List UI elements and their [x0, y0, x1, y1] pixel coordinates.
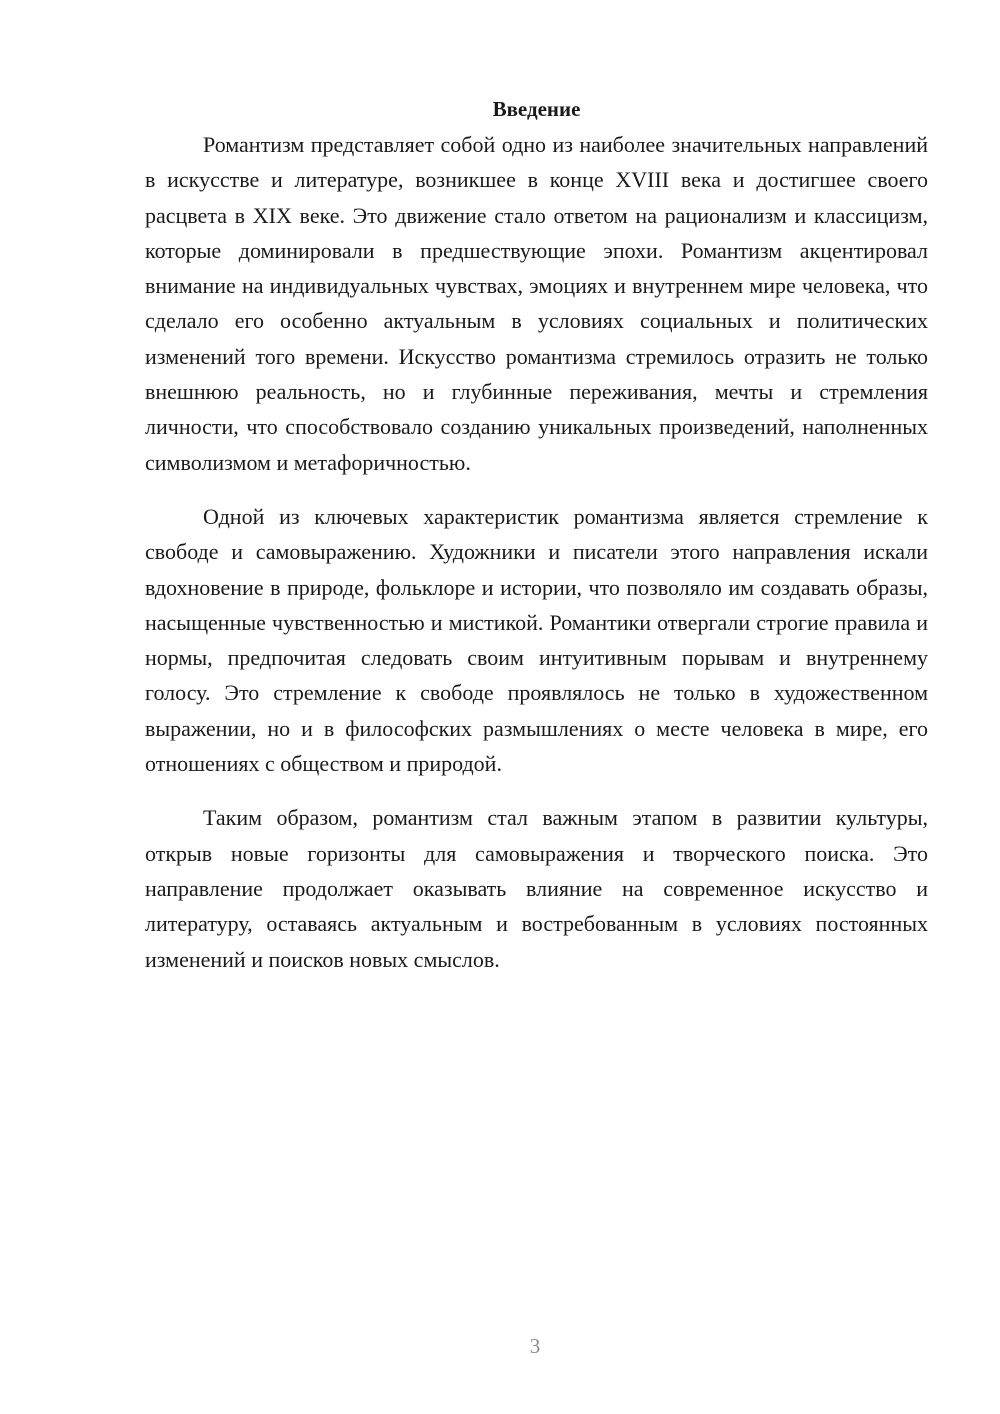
paragraph-1: Романтизм представляет собой одно из наиболее значительных направлений в искусстве и литературе, возникшее в конце XVIII века и достигшее своего расцвета в XIX веке. Это движение стало ответом на рационализм и классицизм, которые доминировали в предшествующие эпохи. Романтизм акцентировал внимание на индивидуальных чувствах, эмоциях и внутреннем мире человека, что сделало его особенно актуальным в условиях социальных и политических изменений того времени. Искусство романтизма стремилось отразить не только внешнюю реальность, но и глубинные переживания, мечты и стремления личности, что способствовало созданию уникальных произведений, наполненных символизмом и метафоричностью.: [145, 132, 928, 475]
section-heading: Введение: [492, 97, 581, 121]
page-number: 3: [529, 1334, 541, 1358]
paragraph-2: Одной из ключевых характеристик романтизма является стремление к свободе и самовыражению. Художники и писатели этого направления искали вдохновение в природе, фольклоре и истории, что позволяло им создавать образы, насыщенные чувственностью и мистикой. Романтики отвергали строгие правила и нормы, предпочитая следовать своим интуитивным порывам и внутреннему голосу. Это стремление к свободе проявлялось не только в художественном выражении, но и в философских размышлениях о месте человека в мире, его отношениях с обществом и природой.: [145, 503, 928, 777]
page-content: [145, 92, 928, 977]
paragraph-3: Таким образом, романтизм стал важным этапом в развитии культуры, открыв новые горизонты для самовыражения и творческого поиска. Это направление продолжает оказывать влияние на современное искусство и литературу, оставаясь актуальным и востребованным в условиях постоянных изменений и поисков новых смыслов.: [145, 805, 928, 972]
